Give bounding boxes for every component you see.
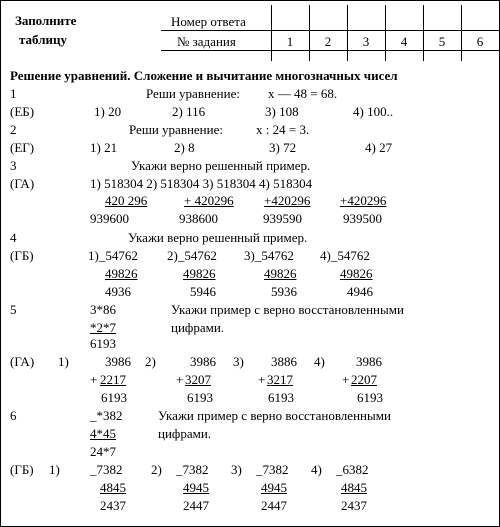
- task-code: (ГБ): [10, 248, 34, 263]
- top-operand: 3986: [190, 354, 216, 369]
- task-number: 4: [10, 230, 17, 245]
- task-number: 2: [10, 122, 17, 137]
- top-operand: 3986: [356, 354, 382, 369]
- header-col-line: [309, 5, 310, 61]
- task-code: (ЕГ): [10, 140, 35, 155]
- task-prompt: Укажи верно решенный пример.: [128, 230, 308, 245]
- plus-mark: +: [176, 372, 184, 387]
- task-prompt: Реши уравнение:: [129, 122, 223, 137]
- task-code: (ГА): [10, 176, 35, 191]
- second-operand: 2207: [351, 372, 377, 387]
- difference-result: 5946: [190, 284, 216, 299]
- plus-mark: +: [258, 372, 266, 387]
- header-title-line2: таблицу: [19, 32, 67, 47]
- restore-line3: 6193: [90, 336, 116, 351]
- header-col-line: [385, 5, 386, 61]
- header-col-line: [461, 5, 462, 61]
- subtrahend: 4845: [341, 480, 367, 495]
- restore-line2: *2*7: [90, 320, 116, 335]
- addend: +420296: [340, 193, 387, 208]
- answer-option: 1) 21: [90, 140, 118, 155]
- sum-result: 938600: [179, 211, 218, 226]
- difference-result: 2437: [341, 498, 367, 513]
- subtrahend: 49826: [105, 266, 138, 281]
- answer-column-number: 4: [400, 34, 408, 49]
- subtrahend: 4945: [183, 480, 209, 495]
- option-label: 2): [151, 462, 162, 477]
- option-label: 1): [58, 354, 69, 369]
- second-operand: 3217: [267, 372, 293, 387]
- answer-option: 4) 100..: [353, 104, 394, 119]
- subtrahend: 49826: [264, 266, 297, 281]
- restore-line1: _*382: [90, 408, 123, 423]
- option-label: 2): [145, 354, 156, 369]
- task-prompt: Укажи пример с верно восстановленными: [171, 302, 404, 317]
- header-divider-bottom: [161, 50, 499, 51]
- addend: +420296: [264, 193, 311, 208]
- difference-result: 2447: [261, 498, 287, 513]
- sum-result: 939590: [263, 211, 302, 226]
- minuend: _6382: [336, 462, 369, 477]
- task-number: 1: [10, 86, 17, 101]
- task-number: 6: [10, 408, 17, 423]
- sum-result: 6193: [187, 390, 213, 405]
- restore-line2: 4*45: [90, 426, 116, 441]
- answer-option: 3) 108: [265, 104, 299, 119]
- task-prompt-cont: цифрами.: [158, 426, 212, 441]
- header-col-line: [347, 5, 348, 61]
- task-equation: x : 24 = 3.: [256, 122, 310, 137]
- header-col-line: [271, 5, 272, 61]
- option-label: 4): [311, 462, 322, 477]
- task-code: (ГА): [10, 354, 35, 369]
- minuend: _7382: [256, 462, 289, 477]
- top-operand: 3886: [271, 354, 297, 369]
- minuend: 4)_54762: [320, 248, 370, 263]
- second-operand: 3207: [185, 372, 211, 387]
- difference-result: 4936: [105, 284, 131, 299]
- task-code: (ЕБ): [10, 104, 35, 119]
- difference-result: 4946: [347, 284, 373, 299]
- option-label: 3): [231, 462, 242, 477]
- sum-result: 6193: [101, 390, 127, 405]
- answer-number-label: Номер ответа: [171, 14, 246, 29]
- plus-mark: +: [342, 372, 350, 387]
- sum-result: 939500: [343, 211, 382, 226]
- option-label: 4): [314, 354, 325, 369]
- option-label: 3): [233, 354, 244, 369]
- sum-result: 6193: [357, 390, 383, 405]
- difference-result: 2447: [183, 498, 209, 513]
- minuend: 2)_54762: [167, 248, 217, 263]
- header-title-line1: Заполните: [15, 13, 77, 28]
- answer-option: 2) 116: [172, 104, 206, 119]
- section-title: Решение уравнений. Сложение и вычитание многозначных чисел: [10, 68, 398, 83]
- second-operand: 2217: [100, 372, 126, 387]
- answer-column-number: 1: [286, 34, 294, 49]
- answer-column-number: 2: [324, 34, 332, 49]
- answer-option: 4) 27: [365, 140, 393, 155]
- answer-option: 2) 8: [174, 140, 195, 155]
- answer-column-number: 3: [362, 34, 370, 49]
- task-prompt: Укажи пример с верно восстановленными: [158, 408, 391, 423]
- difference-result: 2437: [100, 498, 126, 513]
- example-top-line: 1) 518304 2) 518304 3) 518304 4) 518304: [90, 176, 313, 191]
- addend: + 420296: [184, 193, 234, 208]
- task-prompt-cont: цифрами.: [171, 320, 225, 335]
- minuend: 1)_54762: [88, 248, 138, 263]
- minuend: 3)_54762: [244, 248, 294, 263]
- addend: 420 296: [105, 193, 148, 208]
- task-prompt: Реши уравнение:: [146, 86, 240, 101]
- task-code: (ГБ): [10, 462, 34, 477]
- header-divider-top: [161, 30, 499, 31]
- task-equation: x — 48 = 68.: [268, 86, 338, 101]
- subtrahend: 49826: [340, 266, 373, 281]
- task-prompt: Укажи верно решенный пример.: [131, 158, 311, 173]
- subtrahend: 4945: [261, 480, 287, 495]
- subtrahend: 49826: [183, 266, 216, 281]
- minuend: _7382: [90, 462, 123, 477]
- sum-result: 939600: [90, 211, 129, 226]
- task-number-label: № задания: [177, 34, 236, 49]
- subtrahend: 4845: [100, 480, 126, 495]
- plus-mark: +: [90, 372, 98, 387]
- answer-option: 3) 72: [269, 140, 297, 155]
- top-operand: 3986: [105, 354, 131, 369]
- option-label: 1): [49, 462, 60, 477]
- restore-line3: 24*7: [90, 444, 116, 459]
- answer-column-number: 6: [476, 34, 484, 49]
- task-number: 3: [10, 158, 17, 173]
- task-number: 5: [10, 302, 17, 317]
- header-col-line: [423, 5, 424, 61]
- minuend: _7382: [176, 462, 209, 477]
- answer-option: 1) 20: [94, 104, 122, 119]
- restore-line1: 3*86: [90, 302, 116, 317]
- sum-result: 6193: [268, 390, 294, 405]
- difference-result: 5936: [271, 284, 297, 299]
- answer-column-number: 5: [438, 34, 446, 49]
